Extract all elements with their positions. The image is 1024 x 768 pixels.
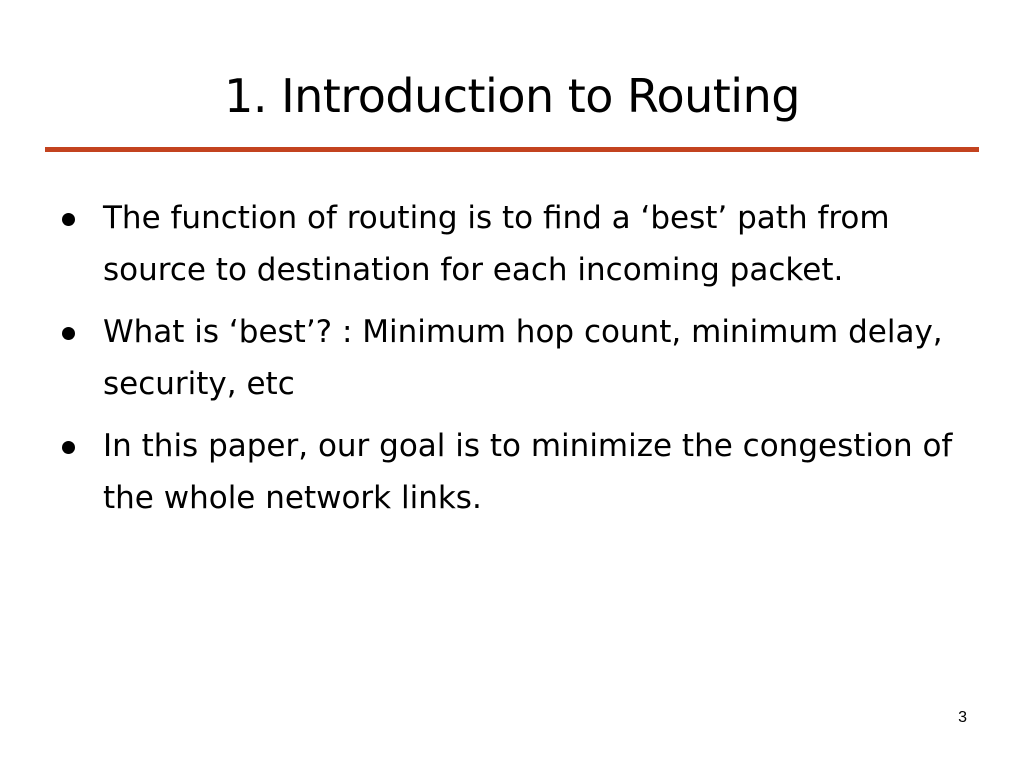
slide-title: 1. Introduction to Routing	[224, 69, 800, 123]
bullet-item	[58, 192, 958, 296]
bullet-text: The function of routing is to find a ‘best’ path from source to destination for each incoming packet.	[103, 200, 890, 288]
bullet-list	[58, 192, 958, 534]
title-underline	[45, 147, 979, 152]
bullet-icon	[62, 213, 75, 226]
bullet-item	[58, 420, 958, 524]
page-number: 3	[958, 709, 967, 726]
bullet-icon	[62, 441, 75, 454]
bullet-item	[58, 306, 958, 410]
bullet-text: In this paper, our goal is to minimize the congestion of the whole network links.	[103, 428, 953, 516]
bullet-text: What is ‘best’? : Minimum hop count, minimum delay, security, etc	[103, 314, 943, 402]
bullet-icon	[62, 327, 75, 340]
